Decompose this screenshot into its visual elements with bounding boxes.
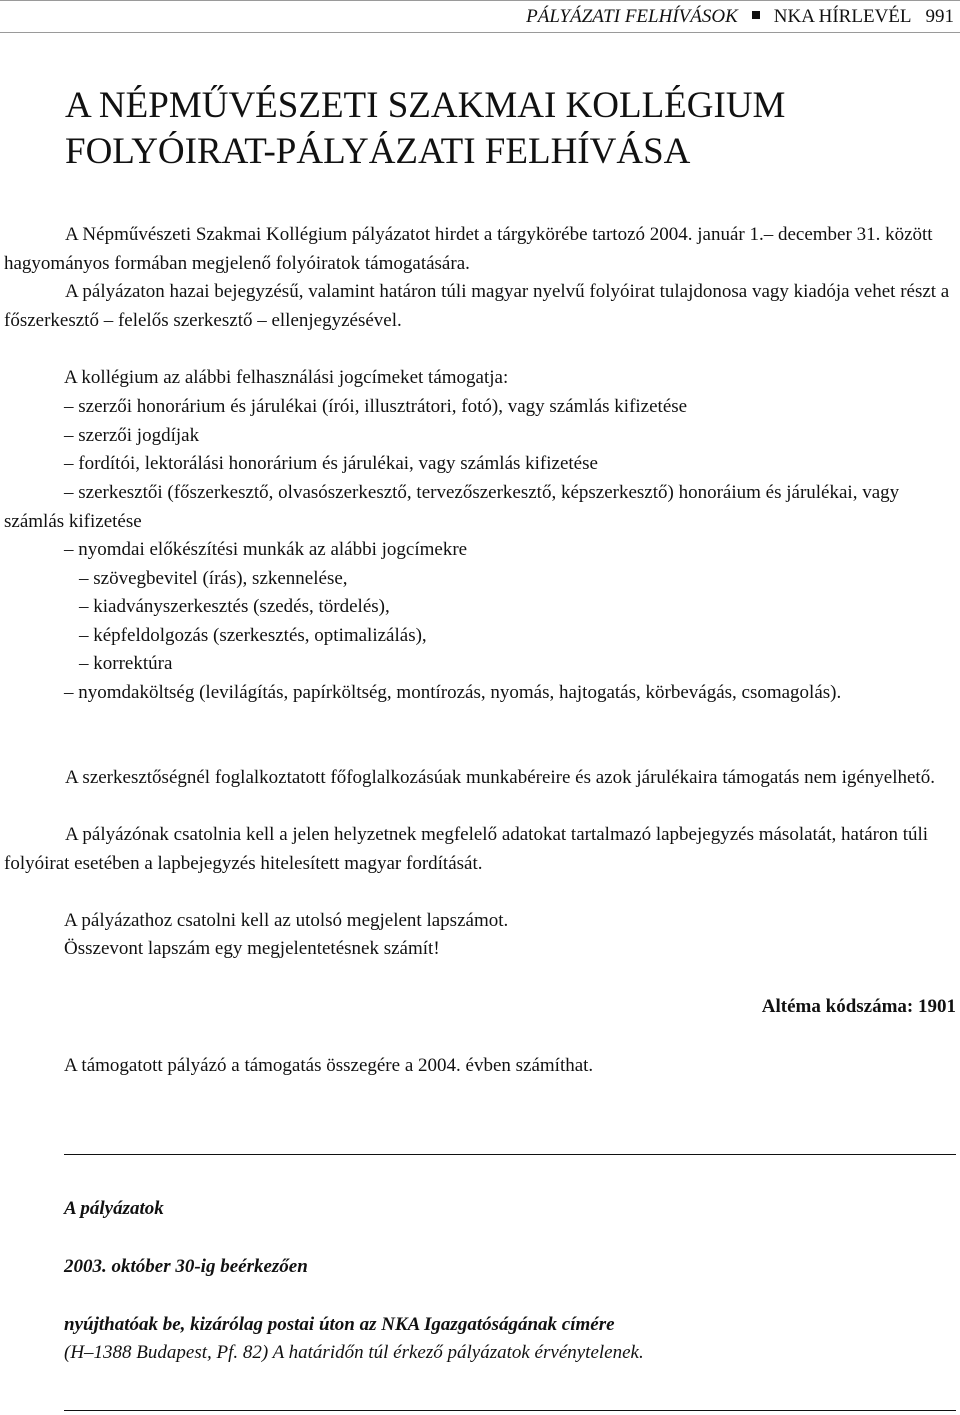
footer-address: (H–1388 Budapest, Pf. 82) A határidőn túl érkező pályázatok érvénytelenek. <box>64 1342 644 1363</box>
header-text <box>526 6 954 28</box>
sub-list-item: – szövegbevitel (írás), szkennelése, <box>79 568 348 589</box>
subtopic-code: Altéma kódszáma: 1901 <box>761 996 956 1017</box>
funding-note: A támogatott pályázó a támogatás összegére a 2004. évben számíthat. <box>64 1055 594 1076</box>
footer-submit: nyújthatóak be, kizárólag postai úton az NKA Igazgatóságának címére <box>64 1314 615 1335</box>
page-title <box>65 83 785 175</box>
title-line-1: A NÉPMŰVÉSZETI SZAKMAI KOLLÉGIUM <box>65 85 786 126</box>
list-item: – nyomdai előkészítési munkák az alábbi jogcímekre <box>64 539 468 560</box>
title-line-2: FOLYÓIRAT-PÁLYÁZATI FELHÍVÁSA <box>65 131 691 172</box>
footer-heading: A pályázatok <box>64 1198 164 1219</box>
square-bullet-icon <box>752 11 760 19</box>
header-publication: NKA HÍRLEVÉL <box>773 6 912 27</box>
list-item: – szerkesztői (főszerkesztő, olvasószerkesztő, tervezőszerkesztő, képszerkesztő) honoráium és járulékai, vagy számlás kifizetése <box>4 482 900 532</box>
sub-list-item: – korrektúra <box>79 653 173 674</box>
header-section: PÁLYÁZATI FELHÍVÁSOK <box>526 6 738 27</box>
notes-paragraph-2: A pályázónak csatolnia kell a jelen helyzetnek megfelelő adatokat tartalmazó lapbejegyzés másolatát, határon túli folyóirat esetében a lapbejegyzés hitelesített magyar fordítását. <box>4 824 929 874</box>
intro-paragraph-2: A pályázaton hazai bejegyzésű, valamint határon túli magyar nyelvű folyóirat tulajdonosa vagy kiadója vehet részt a főszerkesztő – felelős szerkesztő – ellenjegyzésével. <box>4 281 950 331</box>
support-lead: A kollégium az alábbi felhasználási jogcímeket támogatja: <box>64 367 509 388</box>
notes-paragraph-1: A szerkesztőségnél foglalkoztatott főfoglalkozásúak munkabéreire és azok járulékaira támogatás nem igényelhető. <box>65 767 935 788</box>
divider <box>64 1154 956 1155</box>
notes-paragraph-3: A pályázathoz csatolni kell az utolsó megjelent lapszámot. <box>64 910 509 931</box>
running-header <box>0 0 960 33</box>
sub-list-item: – kiadványszerkesztés (szedés, tördelés), <box>79 596 390 617</box>
list-item: – szerzői honorárium és járulékai (írói, illusztrátori, fotó), vagy számlás kifizetése <box>64 396 688 417</box>
list-item: – szerzői jogdíjak <box>64 425 200 446</box>
header-rule <box>0 32 960 33</box>
sub-list-item: – képfeldolgozás (szerkesztés, optimalizálás), <box>79 625 427 646</box>
intro-paragraph-1: A Népművészeti Szakmai Kollégium pályázatot hirdet a tárgykörébe tartozó 2004. január 1.– december 31. között hagyományos formában megjelenő folyóiratok támogatására. <box>4 224 933 274</box>
header-page-number: 991 <box>925 6 954 27</box>
divider <box>64 1410 956 1411</box>
footer-deadline: 2003. október 30-ig beérkezően <box>64 1256 308 1277</box>
list-item: – fordítói, lektorálási honorárium és járulékai, vagy számlás kifizetése <box>64 453 598 474</box>
notes-paragraph-4: Összevont lapszám egy megjelentetésnek számít! <box>64 938 440 959</box>
list-item: – nyomdaköltség (levilágítás, papírköltség, montírozás, nyomás, hajtogatás, körbevágás, csomagolás). <box>64 682 842 703</box>
